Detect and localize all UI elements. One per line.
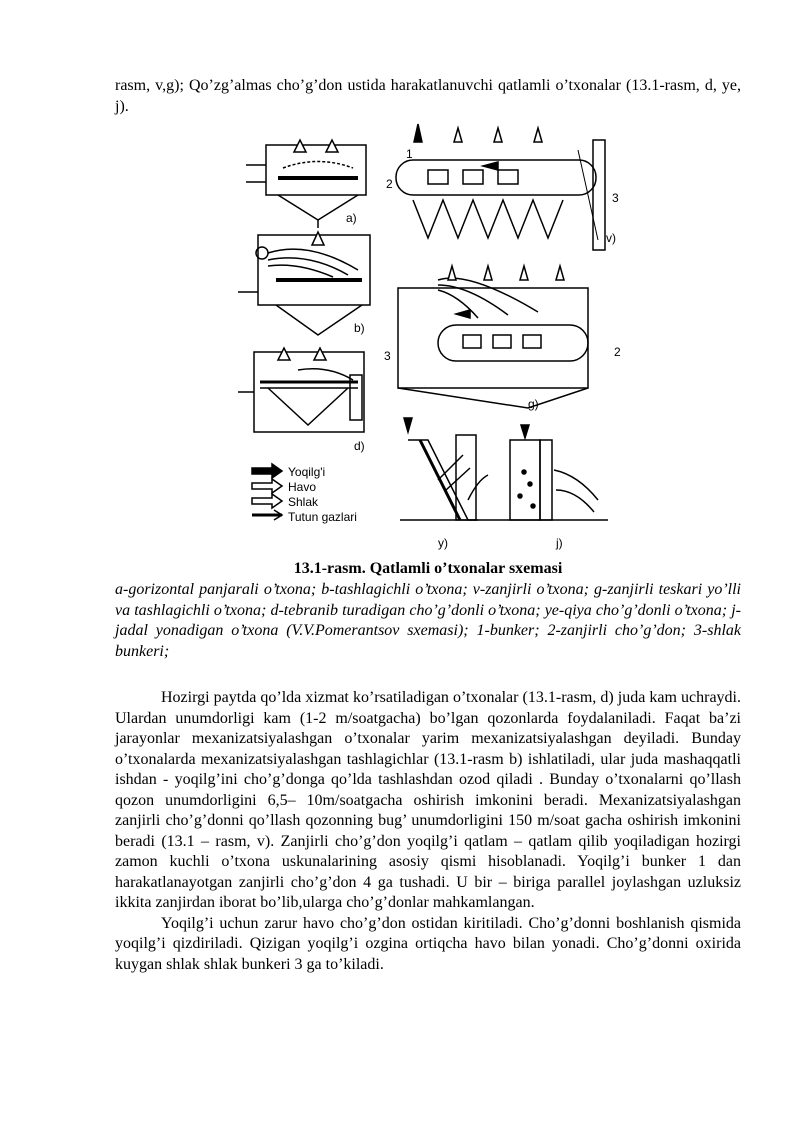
- scheme-g: [398, 266, 588, 408]
- paragraph: Hozirgi paytda qo’lda xizmat ko’rsatiladigan o’txonalar (13.1-rasm, d) juda kam uchraydi. Ulardan unumdorligi kam (1-2 m/soatgacha) bo’lgan qozonlarda foydalaniladi. Faqat ba’zi jarayonlar mexanizatsiyalashgan o’txonalar yarim mexanizatsiyalashgan deyiladi. Bunday o’txonalarda mexanizatsiyalashgan tashlagichlar (13.1-rasm b) ishlatiladi, ular juda mashaqqatli ishdan - yoqilg’ini cho’g’donga qo’lda tashlashdan ozod qiladi . Bunday o’txonalarni qo’llash qozon unumdorligini 6,5– 10m/soatgacha oshirish imkonini beradi. Mexanizatsiyalashgan zanjirli cho’g’donni qo’llash qozonning bug’ unumdorligini 150 m/soat gacha oshirish imkonini beradi (13.1 – rasm, v). Zanjirli cho’g’don yoqilg’i qatlam – qatlam qilib yoqiladigan hozirgi zamon kuchli o’txona uskunalarining asosiy qismi hisoblanadi. Yoqilg’i bunker 1 dan harakatlanayotgan zanjirli cho’g’don 4 ga tushadi. U bir – biriga parallel joylashgan uzluksiz ikkita zanjirdan iborat bo’lib,ularga cho’g’donlar mahkamlangan.: [115, 689, 741, 911]
- part-number-2: 2: [386, 177, 393, 191]
- legend-air: Havo: [288, 480, 317, 494]
- panel-label-j: j): [556, 536, 563, 550]
- legend-arrows: [252, 464, 282, 520]
- panel-label-d: d): [354, 439, 365, 453]
- panel-label-a: a): [346, 211, 357, 225]
- part-number-3: 3: [612, 191, 619, 205]
- furnace-schemes-figure: [238, 120, 626, 558]
- panel-label-b: b): [354, 321, 365, 335]
- panel-label-y: y): [438, 536, 448, 550]
- body-text: [115, 688, 741, 975]
- paragraph: Yoqilg’i uchun zarur havo cho’g’don ostidan kiritiladi. Cho’g’donni boshlanish qismida yoqilg’i qizdiriladi. Qizigan yoqilg’i ozgina ortiqcha havo bilan yonadi. Cho’g’donni oxirida kuygan shlak shlak bunkeri 3 ga to’kiladi.: [115, 914, 741, 973]
- legend-flue-gases: Tutun gazlari: [288, 510, 357, 524]
- scheme-b: [238, 232, 370, 335]
- figure-description: a-gorizontal panjarali o’txona; b-tashlagichli o’txona; v-zanjirli o’txona; g-zanjirli teskari yo’lli va tashlagichli o’txona; d-tebranib turadigan cho’g’donli o’txona; ye-qiya cho’g’donli o’txona; j-jadal yonadigan o’txona (V.V.Pomerantsov sxemasi); 1-bunker; 2-zanjirli cho’g’don; 3-shlak bunkeri;: [115, 581, 741, 660]
- part-number-1: 1: [406, 147, 413, 161]
- scheme-j: [498, 425, 608, 520]
- scheme-y: [400, 418, 498, 520]
- scheme-d: [238, 348, 364, 432]
- legend-slag: Shlak: [288, 495, 319, 509]
- intro-text: rasm, v,g); Qo’zg’almas cho’g’don ustida harakatlanuvchi qatlamli o’txonalar (13.1-rasm, d, ye, j).: [115, 77, 741, 115]
- part-number-2-g: 2: [614, 345, 621, 359]
- legend-fuel: Yoqilg'i: [288, 465, 326, 479]
- scheme-v: [396, 124, 605, 250]
- panel-label-g: g): [528, 397, 539, 411]
- figure-caption: 13.1-rasm. Qatlamli o’txonalar sxemasi: [293, 560, 563, 577]
- part-number-3-g: 3: [384, 349, 391, 363]
- panel-label-v: v): [606, 231, 616, 245]
